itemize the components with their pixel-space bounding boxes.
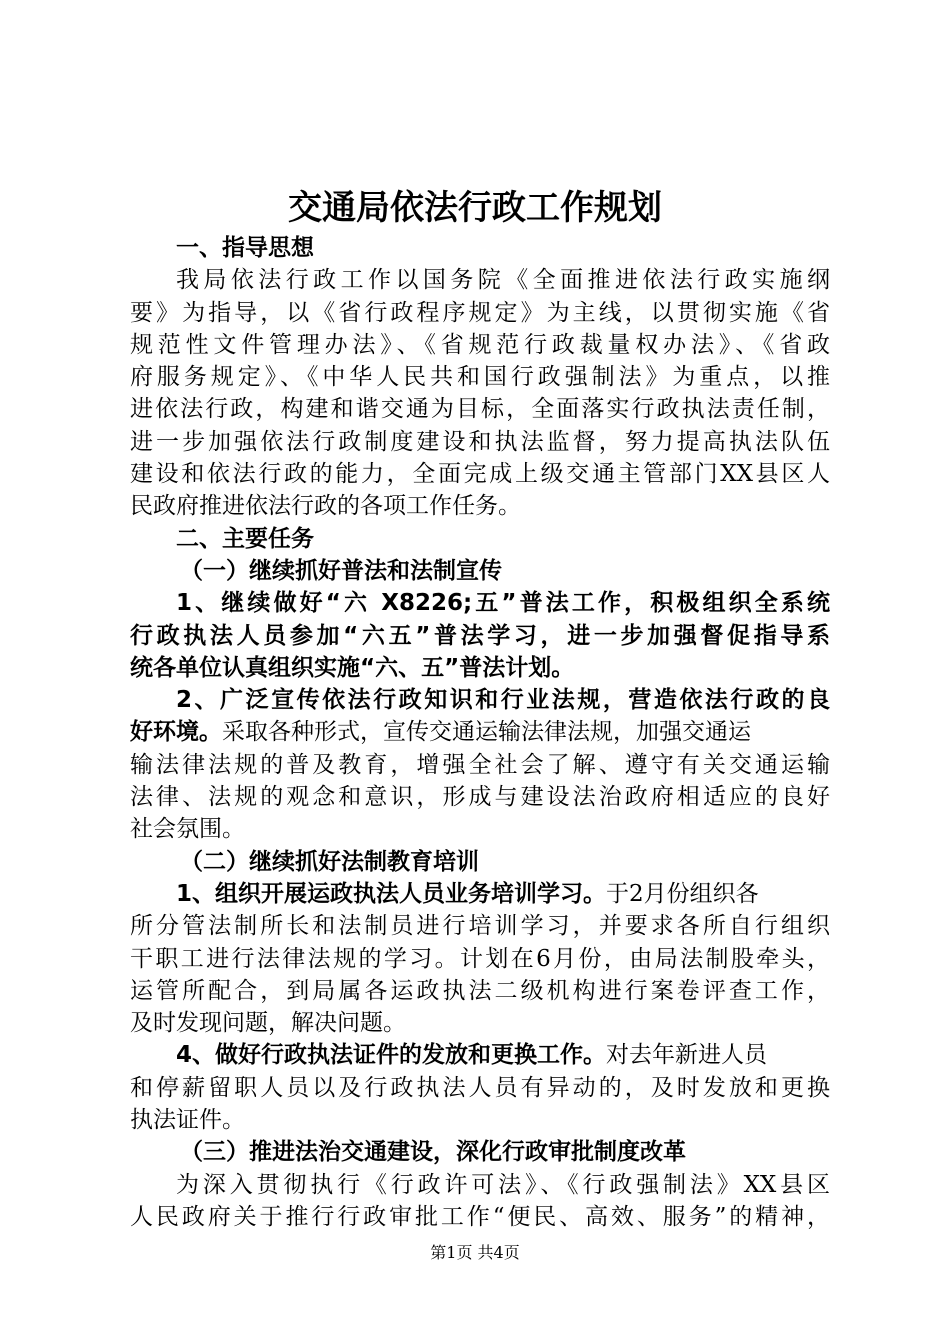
paragraph-line (130, 878, 830, 910)
subsection-heading-legal-publicity: （一）继续抓好普法和法制宣传 (180, 557, 502, 584)
document-title: 交通局依法行政工作规划 (288, 188, 662, 228)
page-footer: 第1页 共4页 (430, 1243, 520, 1262)
paragraph-line: 及时发现问题，解决问题。 (130, 1010, 406, 1037)
paragraph-line: 要》为指导，以《省行政程序规定》为主线，以贯彻实施《省 (130, 299, 830, 326)
paragraph-line: 执法证件。 (130, 1107, 245, 1134)
paragraph-line (130, 1039, 830, 1071)
paragraph-line: 法律、法规的观念和意识，形成与建设法治政府相适应的良好 (130, 784, 830, 811)
paragraph-line: 和停薪留职人员以及行政执法人员有异动的，及时发放和更换 (130, 1074, 830, 1101)
subsection-heading-rule-of-law: （三）推进法治交通建设，深化行政审批制度改革 (180, 1139, 686, 1166)
paragraph-line: 人民政府关于推行行政审批工作“便民、高效、服务”的精神， (130, 1203, 830, 1230)
paragraph-line (130, 716, 830, 748)
paragraph-text: 采取各种形式，宣传交通运输法律法规，加强交通运 (222, 719, 751, 746)
paragraph-line: 民政府推进依法行政的各项工作任务。 (130, 493, 521, 520)
paragraph-line: 干职工进行法律法规的学习。计划在6月份，由局法制股牵头， (130, 945, 830, 972)
paragraph-line: 社会氛围。 (130, 816, 245, 843)
paragraph-task-2 (130, 684, 830, 845)
paragraph-lead: 好环境。 (130, 719, 222, 746)
paragraph-line: 我局依法行政工作以国务院《全面推进依法行政实施纲 (176, 267, 830, 294)
paragraph-line: 行政执法人员参加“六五”普法学习，进一步加强督促指导系 (130, 622, 830, 649)
paragraph-line: 进依法行政，构建和谐交通为目标，全面落实行政执法责任制， (130, 396, 830, 423)
paragraph-line: 进一步加强依法行政制度建设和执法监督，努力提高执法队伍 (130, 428, 830, 455)
paragraph-training-1 (130, 878, 830, 1039)
paragraph-training-4 (130, 1039, 830, 1136)
paragraph-lead: 4、做好行政执法证件的发放和更换工作。 (176, 1042, 607, 1069)
paragraph-line: 府服务规定》、《中华人民共和国行政强制法》为重点，以推 (130, 364, 830, 391)
paragraph-line: 建设和依法行政的能力，全面完成上级交通主管部门XX县区人 (130, 461, 830, 488)
paragraph-line: 输法律法规的普及教育，增强全社会了解、遵守有关交通运输 (130, 751, 830, 778)
paragraph-rule-of-law (130, 1169, 830, 1234)
paragraph-line: 为深入贯彻执行《行政许可法》、《行政强制法》XX县区 (176, 1171, 830, 1198)
subsection-heading-legal-training: （二）继续抓好法制教育培训 (180, 848, 479, 875)
paragraph-line: 所分管法制所长和法制员进行培训学习，并要求各所自行组织 (130, 913, 830, 940)
paragraph-text: 于2月份组织各 (606, 880, 759, 907)
paragraph-text: 对去年新进人员 (606, 1042, 768, 1069)
paragraph-line: 规范性文件管理办法》、《省规范行政裁量权办法》、《省政 (130, 331, 830, 358)
paragraph-line: 运管所配合，到局属各运政执法二级机构进行案卷评查工作， (130, 977, 830, 1004)
document-body (130, 232, 830, 1233)
paragraph-lead: 1、组织开展运政执法人员业务培训学习。 (176, 880, 607, 907)
paragraph-guiding-thought (130, 264, 830, 522)
paragraph-line: 1、继续做好“六 X8226;五”普法工作，积极组织全系统 (176, 590, 830, 617)
section-heading-guiding-thought: 一、指导思想 (176, 235, 314, 261)
paragraph-task-1 (130, 587, 830, 684)
paragraph-line: 2、广泛宣传依法行政知识和行业法规，营造依法行政的良 (176, 687, 830, 714)
paragraph-line: 统各单位认真组织实施“六、五”普法计划。 (130, 654, 575, 681)
section-heading-main-tasks: 二、主要任务 (176, 525, 314, 552)
